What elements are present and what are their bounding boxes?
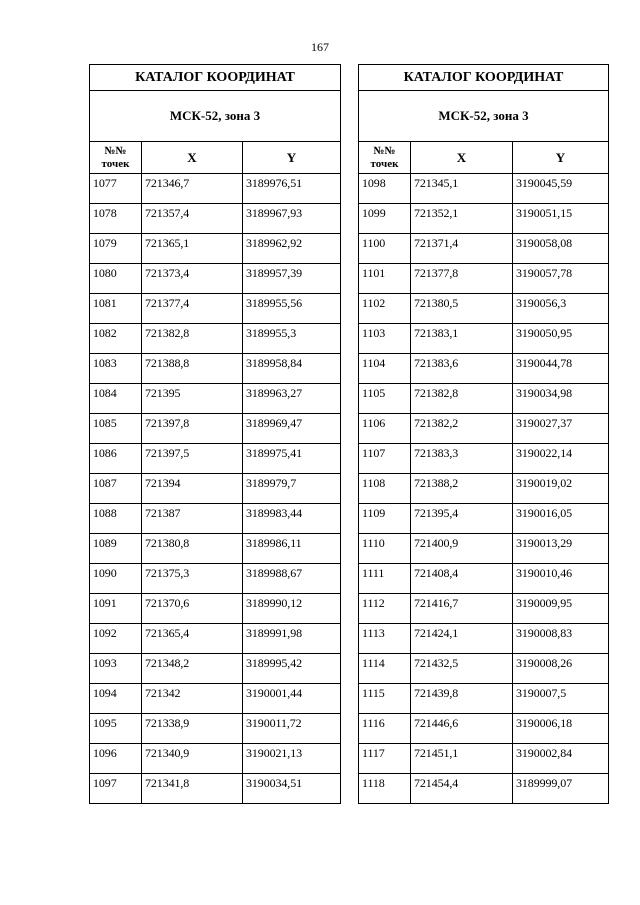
x-coordinate-cell: 721380,8: [142, 534, 243, 564]
x-coordinate-cell: 721397,8: [142, 414, 243, 444]
table-row: [359, 744, 609, 774]
point-number-cell: 1090: [90, 564, 142, 594]
point-number-cell: 1089: [90, 534, 142, 564]
point-number-cell: 1081: [90, 294, 142, 324]
y-coordinate-cell: 3190044,78: [513, 354, 609, 384]
point-number-cell: 1116: [359, 714, 411, 744]
y-coordinate-cell: 3190056,3: [513, 294, 609, 324]
y-coordinate-cell: 3190013,29: [513, 534, 609, 564]
y-coordinate-cell: 3189975,41: [243, 444, 341, 474]
point-number-cell: 1084: [90, 384, 142, 414]
y-coordinate-cell: 3189995,42: [243, 654, 341, 684]
table-row: [359, 234, 609, 264]
x-coordinate-cell: 721348,2: [142, 654, 243, 684]
table-row: [90, 504, 341, 534]
x-coordinate-cell: 721388,8: [142, 354, 243, 384]
point-number-cell: 1099: [359, 204, 411, 234]
x-coordinate-cell: 721432,5: [411, 654, 513, 684]
table-row: [359, 444, 609, 474]
y-coordinate-cell: 3190002,84: [513, 744, 609, 774]
table-row: [90, 594, 341, 624]
y-coordinate-cell: 3189969,47: [243, 414, 341, 444]
y-coordinate-cell: 3190034,98: [513, 384, 609, 414]
table-row: [359, 714, 609, 744]
point-number-cell: 1080: [90, 264, 142, 294]
y-header: Y: [513, 142, 609, 174]
x-coordinate-cell: 721357,4: [142, 204, 243, 234]
point-number-cell: 1114: [359, 654, 411, 684]
point-number-cell: 1096: [90, 744, 142, 774]
table-row: [359, 684, 609, 714]
x-coordinate-cell: 721382,8: [142, 324, 243, 354]
table-row: [90, 384, 341, 414]
y-coordinate-cell: 3190022,14: [513, 444, 609, 474]
table-row: [90, 354, 341, 384]
table-row: [90, 174, 341, 204]
point-number-cell: 1097: [90, 774, 142, 804]
y-coordinate-cell: 3189976,51: [243, 174, 341, 204]
point-number-cell: 1088: [90, 504, 142, 534]
table-row: [90, 444, 341, 474]
y-coordinate-cell: 3190050,95: [513, 324, 609, 354]
point-number-cell: 1078: [90, 204, 142, 234]
x-coordinate-cell: 721383,3: [411, 444, 513, 474]
x-coordinate-cell: 721382,8: [411, 384, 513, 414]
table-row: [359, 474, 609, 504]
y-coordinate-cell: 3190001,44: [243, 684, 341, 714]
y-coordinate-cell: 3189958,84: [243, 354, 341, 384]
y-coordinate-cell: 3189957,39: [243, 264, 341, 294]
x-coordinate-cell: 721352,1: [411, 204, 513, 234]
table-row: [359, 534, 609, 564]
y-coordinate-cell: 3190007,5: [513, 684, 609, 714]
x-coordinate-cell: 721439,8: [411, 684, 513, 714]
y-coordinate-cell: 3190006,18: [513, 714, 609, 744]
x-coordinate-cell: 721383,6: [411, 354, 513, 384]
table-row: [90, 264, 341, 294]
table-row: [359, 384, 609, 414]
y-coordinate-cell: 3189963,27: [243, 384, 341, 414]
x-coordinate-cell: 721377,4: [142, 294, 243, 324]
x-coordinate-cell: 721377,8: [411, 264, 513, 294]
x-coordinate-cell: 721383,1: [411, 324, 513, 354]
table-row: [90, 684, 341, 714]
point-number-cell: 1087: [90, 474, 142, 504]
table-row: [359, 594, 609, 624]
catalog-table-left: [89, 64, 341, 804]
page-number: 167: [311, 40, 329, 54]
point-number-cell: 1103: [359, 324, 411, 354]
point-number-header-line2: точек: [370, 157, 399, 170]
x-coordinate-cell: 721370,6: [142, 594, 243, 624]
point-number-cell: 1092: [90, 624, 142, 654]
point-number-header-line1: №№: [104, 144, 127, 157]
x-coordinate-cell: 721338,9: [142, 714, 243, 744]
point-number-cell: 1077: [90, 174, 142, 204]
point-number-cell: 1091: [90, 594, 142, 624]
y-coordinate-cell: 3190019,02: [513, 474, 609, 504]
point-number-cell: 1118: [359, 774, 411, 804]
x-coordinate-cell: 721400,9: [411, 534, 513, 564]
y-coordinate-cell: 3190058,08: [513, 234, 609, 264]
table-row: [359, 204, 609, 234]
x-header: X: [142, 142, 243, 174]
y-coordinate-cell: 3190045,59: [513, 174, 609, 204]
x-coordinate-cell: 721397,5: [142, 444, 243, 474]
table-row: [359, 414, 609, 444]
x-coordinate-cell: 721395,4: [411, 504, 513, 534]
x-coordinate-cell: 721446,6: [411, 714, 513, 744]
point-number-cell: 1083: [90, 354, 142, 384]
x-coordinate-cell: 721345,1: [411, 174, 513, 204]
y-coordinate-cell: 3190009,95: [513, 594, 609, 624]
x-coordinate-cell: 721365,1: [142, 234, 243, 264]
x-coordinate-cell: 721342: [142, 684, 243, 714]
point-number-cell: 1086: [90, 444, 142, 474]
table-row: [90, 534, 341, 564]
point-number-cell: 1111: [359, 564, 411, 594]
point-number-cell: 1093: [90, 654, 142, 684]
y-coordinate-cell: 3189999,07: [513, 774, 609, 804]
point-number-cell: 1113: [359, 624, 411, 654]
table-row: [90, 204, 341, 234]
x-coordinate-cell: 721387: [142, 504, 243, 534]
y-coordinate-cell: 3190011,72: [243, 714, 341, 744]
y-coordinate-cell: 3190008,83: [513, 624, 609, 654]
table-row: [90, 624, 341, 654]
y-coordinate-cell: 3190008,26: [513, 654, 609, 684]
y-header: Y: [243, 142, 341, 174]
x-coordinate-cell: 721380,5: [411, 294, 513, 324]
y-coordinate-cell: 3189955,3: [243, 324, 341, 354]
point-number-cell: 1079: [90, 234, 142, 264]
point-number-cell: 1098: [359, 174, 411, 204]
point-number-cell: 1107: [359, 444, 411, 474]
point-number-cell: 1117: [359, 744, 411, 774]
point-number-cell: 1115: [359, 684, 411, 714]
point-number-cell: 1094: [90, 684, 142, 714]
table-row: [359, 294, 609, 324]
x-coordinate-cell: 721395: [142, 384, 243, 414]
table-row: [359, 504, 609, 534]
x-coordinate-cell: 721371,4: [411, 234, 513, 264]
point-number-header: [90, 142, 142, 174]
x-coordinate-cell: 721454,4: [411, 774, 513, 804]
x-coordinate-cell: 721382,2: [411, 414, 513, 444]
x-coordinate-cell: 721375,3: [142, 564, 243, 594]
y-coordinate-cell: 3190010,46: [513, 564, 609, 594]
point-number-cell: 1112: [359, 594, 411, 624]
table-row: [359, 264, 609, 294]
catalog-title: КАТАЛОГ КООРДИНАТ: [90, 65, 341, 91]
point-number-cell: 1100: [359, 234, 411, 264]
x-coordinate-cell: 721341,8: [142, 774, 243, 804]
y-coordinate-cell: 3189991,98: [243, 624, 341, 654]
y-coordinate-cell: 3189967,93: [243, 204, 341, 234]
table-row: [359, 174, 609, 204]
x-coordinate-cell: 721340,9: [142, 744, 243, 774]
point-number-cell: 1109: [359, 504, 411, 534]
x-coordinate-cell: 721408,4: [411, 564, 513, 594]
point-number-cell: 1106: [359, 414, 411, 444]
point-number-cell: 1108: [359, 474, 411, 504]
table-row: [90, 654, 341, 684]
point-number-cell: 1101: [359, 264, 411, 294]
point-number-header-line1: №№: [373, 144, 396, 157]
x-coordinate-cell: 721394: [142, 474, 243, 504]
x-coordinate-cell: 721373,4: [142, 264, 243, 294]
y-coordinate-cell: 3190051,15: [513, 204, 609, 234]
point-number-header-line2: точек: [101, 157, 130, 170]
table-row: [90, 564, 341, 594]
coordinate-zone: МСК-52, зона 3: [90, 91, 341, 142]
point-number-header: [359, 142, 411, 174]
coordinate-zone: МСК-52, зона 3: [359, 91, 609, 142]
table-row: [90, 714, 341, 744]
table-row: [90, 474, 341, 504]
x-coordinate-cell: 721388,2: [411, 474, 513, 504]
point-number-cell: 1102: [359, 294, 411, 324]
x-coordinate-cell: 721451,1: [411, 744, 513, 774]
x-header: X: [411, 142, 513, 174]
point-number-cell: 1104: [359, 354, 411, 384]
table-row: [359, 774, 609, 804]
y-coordinate-cell: 3189962,92: [243, 234, 341, 264]
y-coordinate-cell: 3189986,11: [243, 534, 341, 564]
table-row: [90, 234, 341, 264]
table-row: [359, 354, 609, 384]
table-row: [90, 294, 341, 324]
y-coordinate-cell: 3189955,56: [243, 294, 341, 324]
y-coordinate-cell: 3190027,37: [513, 414, 609, 444]
table-row: [359, 654, 609, 684]
y-coordinate-cell: 3189988,67: [243, 564, 341, 594]
table-row: [359, 564, 609, 594]
y-coordinate-cell: 3190021,13: [243, 744, 341, 774]
x-coordinate-cell: 721424,1: [411, 624, 513, 654]
x-coordinate-cell: 721346,7: [142, 174, 243, 204]
table-row: [90, 774, 341, 804]
y-coordinate-cell: 3190057,78: [513, 264, 609, 294]
table-row: [359, 624, 609, 654]
x-coordinate-cell: 721365,4: [142, 624, 243, 654]
point-number-cell: 1082: [90, 324, 142, 354]
y-coordinate-cell: 3189979,7: [243, 474, 341, 504]
y-coordinate-cell: 3190034,51: [243, 774, 341, 804]
point-number-cell: 1085: [90, 414, 142, 444]
x-coordinate-cell: 721416,7: [411, 594, 513, 624]
catalog-title: КАТАЛОГ КООРДИНАТ: [359, 65, 609, 91]
point-number-cell: 1105: [359, 384, 411, 414]
y-coordinate-cell: 3189983,44: [243, 504, 341, 534]
table-row: [90, 324, 341, 354]
point-number-cell: 1095: [90, 714, 142, 744]
y-coordinate-cell: 3190016,05: [513, 504, 609, 534]
y-coordinate-cell: 3189990,12: [243, 594, 341, 624]
catalog-table-right: [358, 64, 609, 804]
point-number-cell: 1110: [359, 534, 411, 564]
table-row: [90, 744, 341, 774]
table-row: [90, 414, 341, 444]
table-row: [359, 324, 609, 354]
